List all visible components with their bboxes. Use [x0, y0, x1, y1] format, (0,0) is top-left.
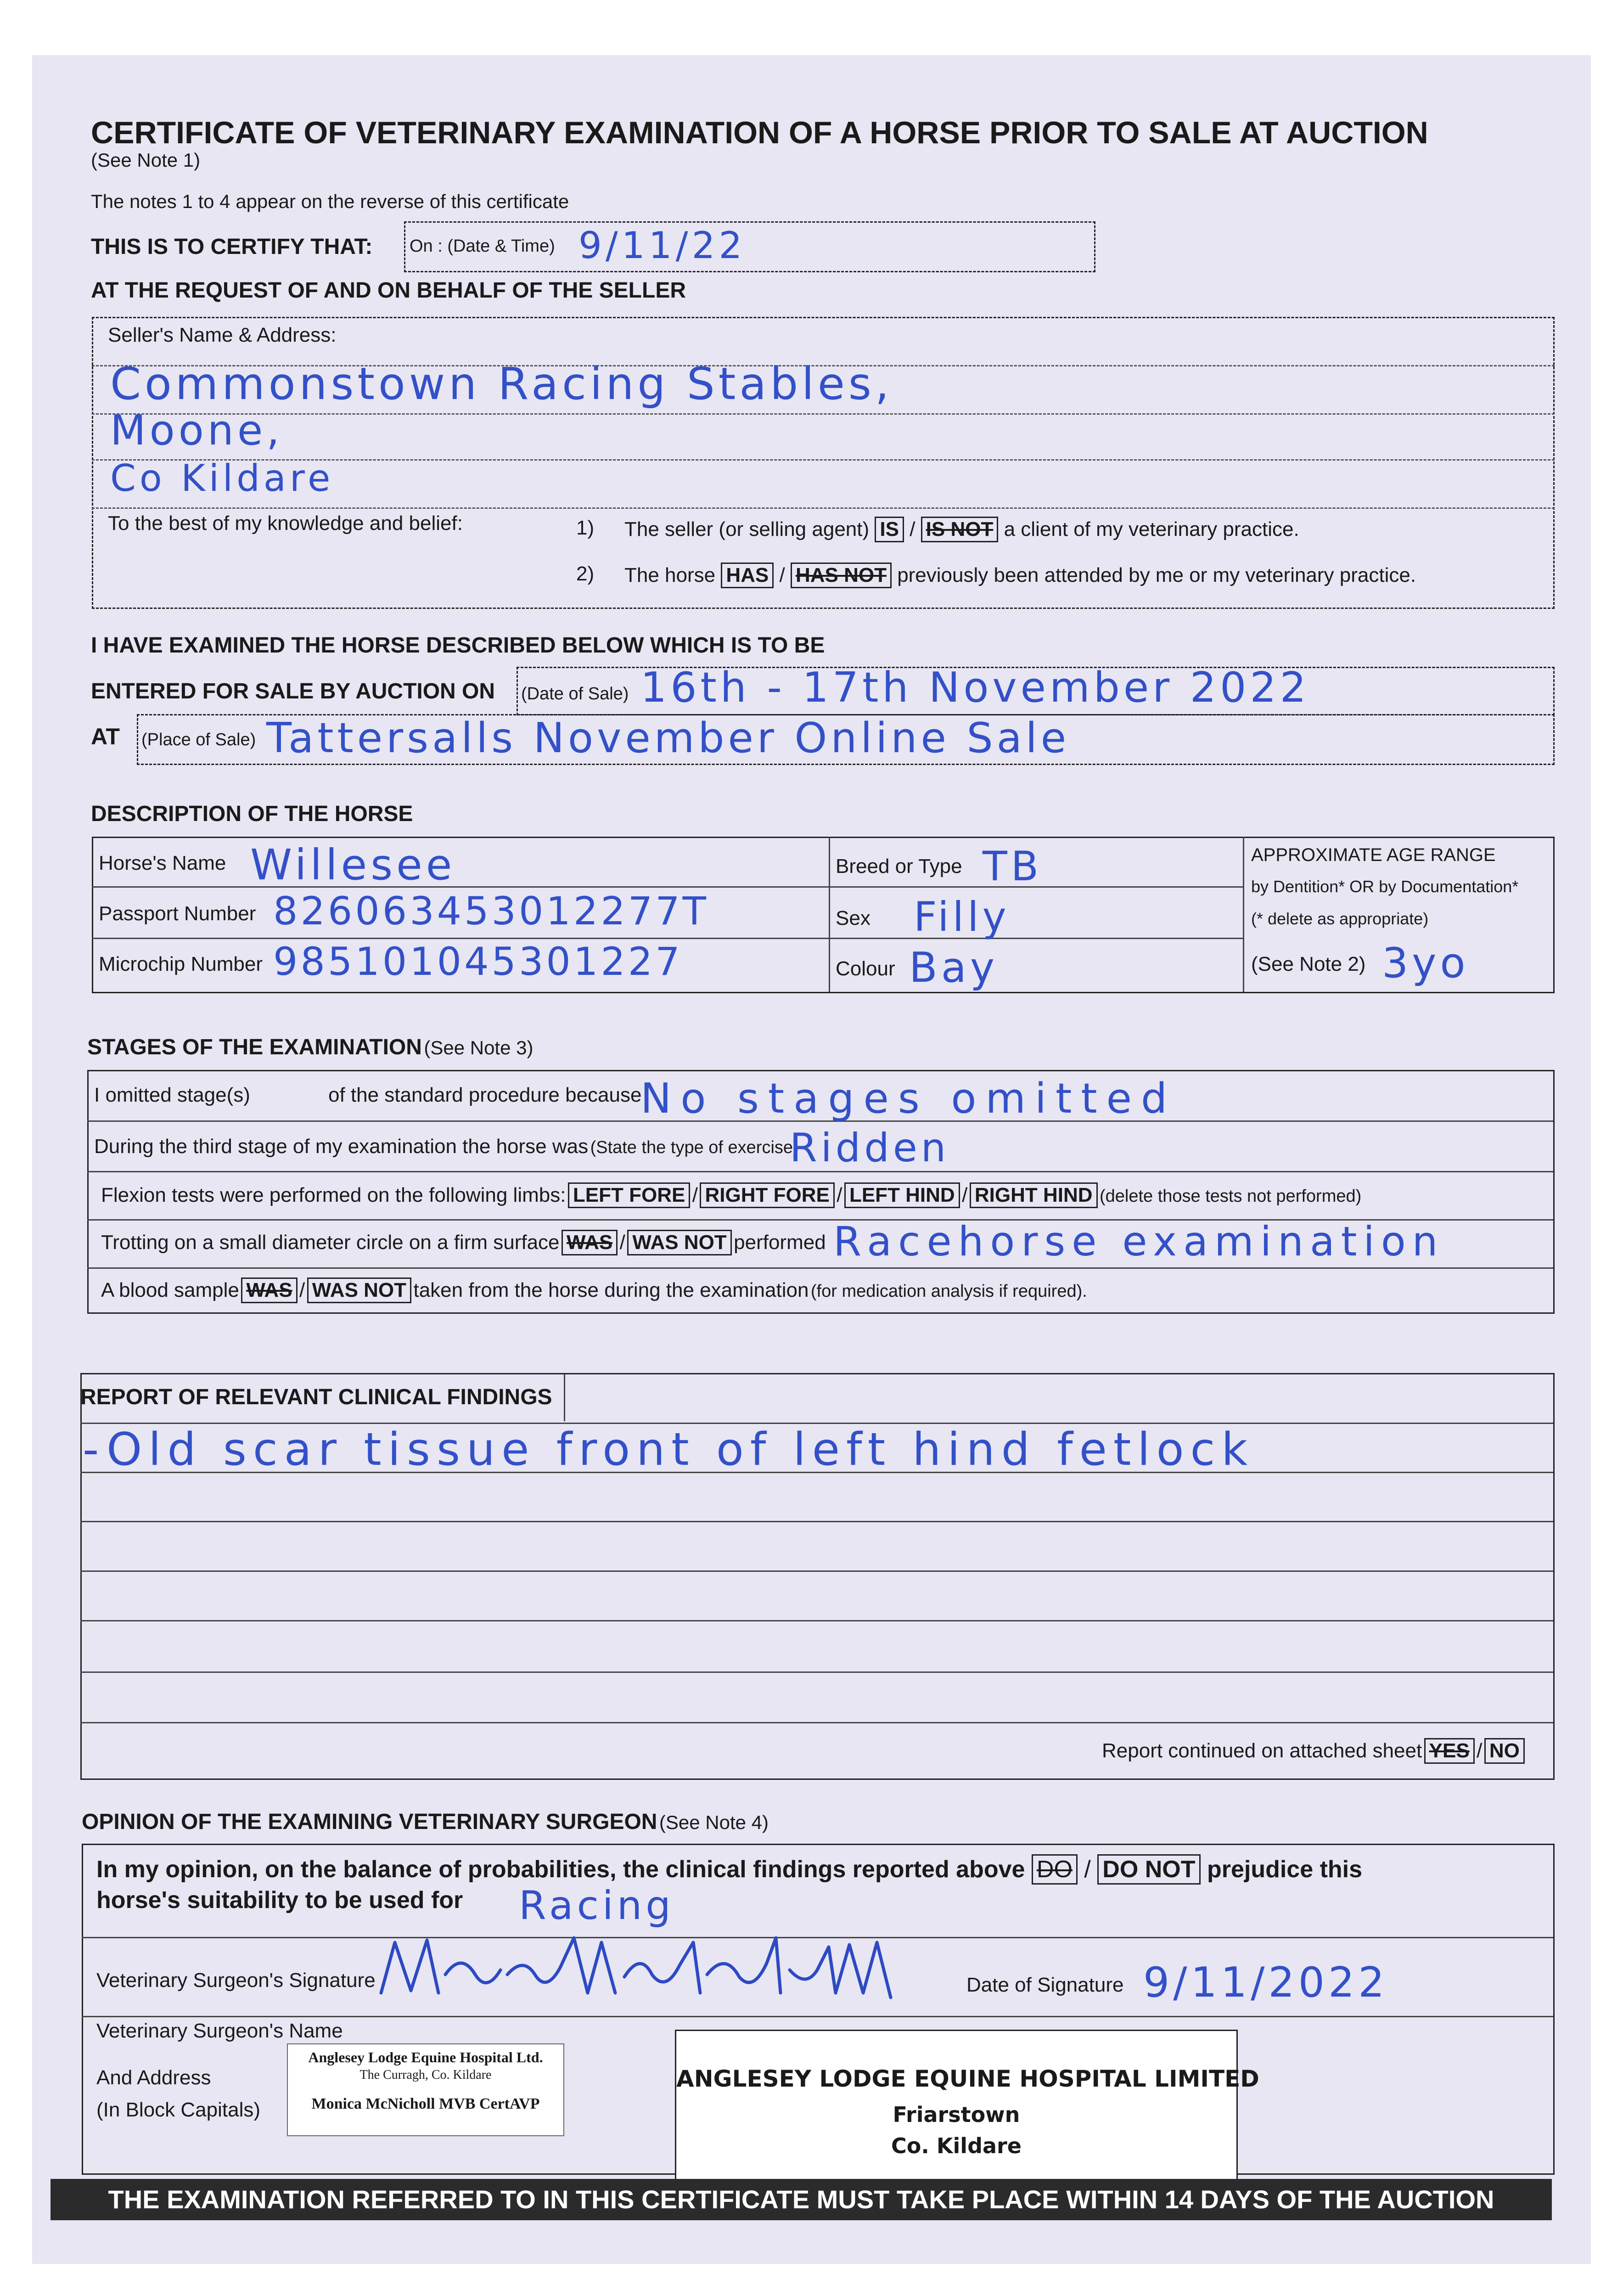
stages-heading-note: (See Note 3): [424, 1037, 534, 1058]
left-fore-option[interactable]: LEFT FORE: [568, 1182, 690, 1208]
footer-banner: THE EXAMINATION REFERRED TO IN THIS CERTIFICATE MUST TAKE PLACE WITHIN 14 DAYS OF THE AUCTION: [51, 2179, 1552, 2220]
colour-label: Colour: [836, 957, 895, 980]
stamp-large-line-1: ANGLESEY LODGE EQUINE HOSPITAL LIMITED: [676, 2065, 1259, 2092]
trotting-performed: performed: [734, 1231, 826, 1254]
slash: /: [837, 1184, 842, 1206]
is-not-option[interactable]: IS NOT: [921, 517, 999, 542]
see-note-1: (See Note 1): [91, 149, 201, 171]
handwritten-signature: [376, 1924, 900, 2014]
date-of-sale-label: (Date of Sale): [521, 684, 629, 703]
statement-1-text: The seller (or selling agent): [624, 518, 870, 540]
continued-no-option[interactable]: NO: [1484, 1738, 1525, 1764]
sex-value: Filly: [914, 893, 1010, 940]
omitted-label: I omitted stage(s): [94, 1084, 250, 1106]
date-of-signature-label: Date of Signature: [966, 1974, 1124, 1996]
statement-2-text: The horse: [624, 564, 716, 586]
belief-label: To the best of my knowledge and belief:: [108, 512, 463, 535]
is-option[interactable]: IS: [875, 517, 904, 542]
place-of-sale-label: (Place of Sale): [141, 730, 256, 749]
trotting-text: Trotting on a small diameter circle on a firm surface: [101, 1231, 560, 1254]
surgeon-name-label: Veterinary Surgeon's Name: [96, 2020, 343, 2042]
slash: /: [779, 564, 785, 586]
sex-label: Sex: [836, 907, 870, 929]
passport-label: Passport Number: [99, 902, 256, 925]
at-label: AT: [91, 724, 120, 749]
statement-2-number: 2): [576, 563, 595, 585]
signature-label: Veterinary Surgeon's Signature: [96, 1969, 376, 1992]
do-option[interactable]: DO: [1032, 1854, 1078, 1885]
third-stage-note: (State the type of exercise): [590, 1138, 799, 1157]
passport-value: 826063453012277T: [273, 889, 709, 934]
breed-value: TB: [983, 843, 1043, 890]
statement-1-number: 1): [576, 517, 595, 539]
flexion-tests: [101, 1182, 1361, 1208]
stamp-large-line-2: Friarstown: [893, 2102, 1020, 2127]
opinion-divider-2: [82, 2016, 1553, 2017]
report-heading: REPORT OF RELEVANT CLINICAL FINDINGS: [80, 1385, 552, 1409]
trotting-was-option[interactable]: WAS: [562, 1230, 618, 1255]
stages-row-divider-4: [87, 1267, 1553, 1269]
practice-stamp-large: [675, 2030, 1259, 2182]
omitted-value: No stages omitted: [640, 1075, 1177, 1123]
blood-sample-note: (for medication analysis if required).: [810, 1282, 1087, 1301]
blood-sample-text: A blood sample: [101, 1279, 239, 1301]
description-col-divider-1: [829, 837, 830, 992]
examined-label: I HAVE EXAMINED THE HORSE DESCRIBED BELOW WHICH IS TO BE: [91, 633, 825, 658]
third-stage-value: Ridden: [790, 1125, 950, 1171]
third-stage: [94, 1135, 799, 1158]
report-continued: [1102, 1738, 1525, 1764]
left-hind-option[interactable]: LEFT HIND: [844, 1182, 960, 1208]
age-title: APPROXIMATE AGE RANGE: [1251, 845, 1496, 865]
block-capitals-label: (In Block Capitals): [96, 2099, 261, 2121]
trotting: [101, 1230, 826, 1255]
age-value: 3yo: [1382, 939, 1469, 987]
date-of-signature-value: 9/11/2022: [1143, 1958, 1388, 2007]
third-stage-text: During the third stage of my examination the horse was: [94, 1135, 589, 1158]
report-line-3: [80, 1570, 1553, 1572]
flexion-text: Flexion tests were performed on the following limbs:: [101, 1184, 566, 1206]
trotting-was-not-option[interactable]: WAS NOT: [627, 1230, 731, 1255]
slash: /: [619, 1231, 625, 1254]
suitability-label: horse's suitability to be used for: [96, 1887, 463, 1913]
right-fore-option[interactable]: RIGHT FORE: [700, 1182, 834, 1208]
slash: /: [1477, 1739, 1483, 1762]
has-not-option[interactable]: HAS NOT: [791, 563, 892, 588]
stamp-small-line-2: The Curragh, Co. Kildare: [359, 2068, 492, 2082]
report-line-4: [80, 1620, 1553, 1621]
seller-divider-2: [92, 413, 1555, 415]
colour-value: Bay: [909, 944, 999, 992]
slash: /: [692, 1184, 698, 1206]
blood-sample: [101, 1277, 1087, 1303]
slash: /: [299, 1279, 305, 1301]
opinion-heading: [82, 1809, 769, 1835]
horse-name-label: Horse's Name: [99, 852, 226, 874]
entered-label: ENTERED FOR SALE BY AUCTION ON: [91, 679, 495, 703]
continued-yes-option[interactable]: YES: [1424, 1738, 1475, 1764]
description-col-divider-2: [1243, 837, 1244, 992]
flexion-delete-note: (delete those tests not performed): [1099, 1187, 1362, 1206]
horse-name-value: Willesee: [250, 840, 456, 889]
statement-2: [624, 563, 1416, 588]
stamp-large-line-3: Co. Kildare: [891, 2133, 1022, 2158]
date-of-sale-value: 16th - 17th November 2022: [640, 664, 1310, 712]
right-hind-option[interactable]: RIGHT HIND: [970, 1182, 1098, 1208]
opinion-heading-text: OPINION OF THE EXAMINING VETERINARY SURGEON: [82, 1810, 657, 1834]
slash: /: [910, 518, 915, 540]
date-time-value: 9/11/22: [578, 224, 746, 267]
statement-1-end: a client of my veterinary practice.: [1004, 518, 1299, 540]
seller-line-1: Commonstown Racing Stables,: [110, 358, 893, 410]
stages-heading-text: STAGES OF THE EXAMINATION: [87, 1035, 422, 1059]
certify-label: THIS IS TO CERTIFY THAT:: [91, 235, 373, 259]
microchip-value: 985101045301227: [273, 939, 683, 984]
seller-label: Seller's Name & Address:: [108, 324, 337, 346]
opinion-text: In my opinion, on the balance of probabilities, the clinical findings reported above: [96, 1856, 1025, 1883]
stamp-small-line-3: Monica McNicholl MVB CertAVP: [311, 2095, 540, 2112]
seller-divider-4: [92, 507, 1555, 509]
address-label: And Address: [96, 2066, 211, 2089]
suitability-value: Racing: [519, 1883, 674, 1929]
certificate-title: CERTIFICATE OF VETERINARY EXAMINATION OF A HORSE PRIOR TO SALE AT AUCTION: [91, 115, 1428, 150]
blood-was-not-option[interactable]: WAS NOT: [307, 1277, 411, 1303]
do-not-option[interactable]: DO NOT: [1097, 1854, 1200, 1885]
slash: /: [962, 1184, 968, 1206]
description-heading: DESCRIPTION OF THE HORSE: [91, 802, 413, 826]
place-of-sale-value: Tattersalls November Online Sale: [266, 714, 1070, 762]
date-time-label: On : (Date & Time): [410, 236, 555, 256]
seller-line-2: Moone,: [110, 406, 283, 455]
breed-label: Breed or Type: [836, 855, 962, 878]
opinion-heading-note: (See Note 4): [659, 1812, 769, 1833]
omitted-because: of the standard procedure because: [328, 1084, 642, 1106]
report-line-2: [80, 1521, 1553, 1522]
trotting-value: Racehorse examination: [833, 1218, 1444, 1265]
report-continued-text: Report continued on attached sheet: [1102, 1739, 1422, 1762]
seller-line-3: Co Kildare: [110, 457, 334, 500]
stages-heading: [87, 1035, 533, 1060]
microchip-label: Microchip Number: [99, 953, 263, 975]
has-option[interactable]: HAS: [721, 563, 774, 588]
practice-stamp-small: [287, 2043, 564, 2136]
age-delete-note: (* delete as appropriate): [1251, 909, 1429, 928]
slash: /: [1084, 1856, 1091, 1883]
stamp-small-line-1: Anglesey Lodge Equine Hospital Ltd.: [308, 2049, 543, 2065]
age-see-note: (See Note 2): [1251, 953, 1366, 975]
request-label: AT THE REQUEST OF AND ON BEHALF OF THE SELLER: [91, 278, 686, 303]
age-by: by Dentition* OR by Documentation*: [1251, 877, 1519, 896]
report-line-6: [80, 1722, 1553, 1723]
opinion-text-end: prejudice this: [1207, 1856, 1363, 1883]
blood-sample-end: taken from the horse during the examination: [413, 1279, 809, 1301]
report-finding-1: -Old scar tissue front of left hind fetlock: [83, 1424, 1254, 1476]
statement-2-end: previously been attended by me or my veterinary practice.: [897, 564, 1416, 586]
stages-row-divider-2: [87, 1171, 1553, 1172]
blood-was-option[interactable]: WAS: [241, 1277, 297, 1303]
notes-line: The notes 1 to 4 appear on the reverse of this certificate: [91, 191, 569, 212]
report-line-5: [80, 1671, 1553, 1673]
statement-1: [624, 517, 1299, 542]
opinion-statement: [96, 1854, 1362, 1885]
